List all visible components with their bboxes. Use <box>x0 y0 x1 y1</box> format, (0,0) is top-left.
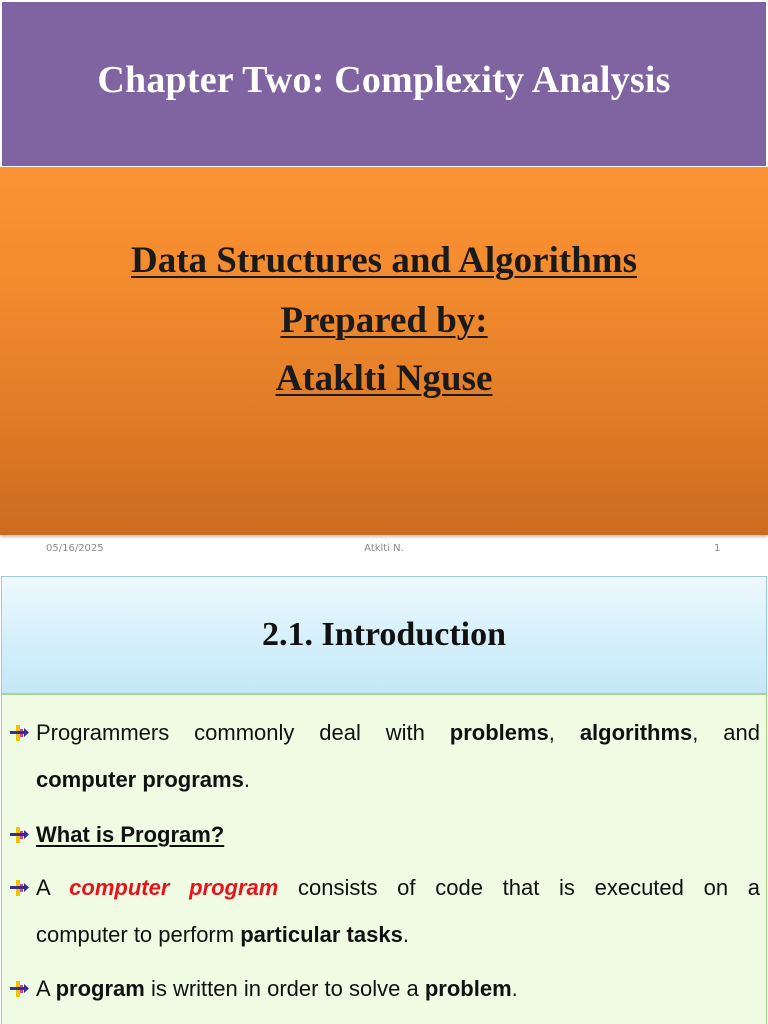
cross-arrow-bullet-icon <box>8 980 30 998</box>
introduction-slide <box>0 576 768 1024</box>
title-body <box>0 167 768 535</box>
chapter-title: Chapter Two: Complexity Analysis <box>97 59 671 101</box>
slide-header <box>1 576 767 694</box>
cross-arrow-bullet-icon <box>8 826 30 844</box>
list-item: Programmers commonly deal with problems, algorithms, and computer programs. <box>8 709 760 803</box>
course-name: Data Structures and Algorithms <box>130 240 638 281</box>
footer-author: Atklti N. <box>364 543 404 554</box>
list-item: A program is written in order to solve a problem. <box>8 965 760 1012</box>
list-item <box>8 811 760 858</box>
slide-title: 2.1. Introduction <box>261 616 507 653</box>
section-heading: What is Program? <box>36 822 225 847</box>
list-item: A computer program consists of code that is executed on a computer to perform particular tasks. <box>8 864 760 958</box>
footer-date: 05/16/2025 <box>46 543 104 554</box>
slide-content <box>1 694 767 1024</box>
cross-arrow-bullet-icon <box>8 724 30 742</box>
highlighted-term: computer program <box>69 875 279 900</box>
footer-page-number: 1 <box>714 543 721 554</box>
title-banner <box>2 2 766 167</box>
author-name: Ataklti Nguse <box>275 358 493 399</box>
cross-arrow-bullet-icon <box>8 879 30 897</box>
prepared-by-label: Prepared by: <box>280 300 488 341</box>
